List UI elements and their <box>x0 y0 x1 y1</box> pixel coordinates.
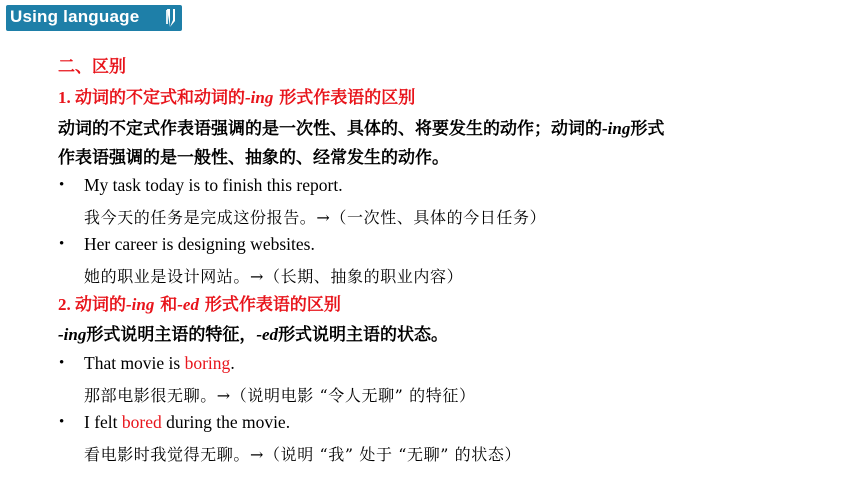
highlight-word: bored <box>121 412 162 432</box>
example-item <box>58 234 838 294</box>
example-item <box>58 412 838 472</box>
example-english <box>84 353 235 374</box>
subheading-2-number: 2. <box>58 295 71 314</box>
subheading-1-title-a: 动词的不定式和动词的 <box>75 88 245 108</box>
example-english-post: . <box>230 353 235 373</box>
desc1-part-b: -ing <box>602 119 631 138</box>
example-english: Her career is designing websites. <box>84 234 315 254</box>
desc1-part-a: 动词的不定式作表语强调的是一次性、具体的、将要发生的动作；动词的 <box>58 119 602 139</box>
example-chinese: 她的职业是设计网站。→（长期、抽象的职业内容） <box>84 267 464 286</box>
example-item <box>58 353 838 413</box>
subheading-1-title-b: -ing <box>245 88 274 107</box>
highlight-word: boring <box>184 353 231 373</box>
subheading-1-description-line-1 <box>58 118 664 140</box>
example-chinese: 我今天的任务是完成这份报告。→（一次性、具体的今日任务） <box>84 208 547 227</box>
bullet-dot: • <box>59 236 65 252</box>
subheading-1 <box>58 87 415 109</box>
section-header-badge <box>6 5 182 31</box>
subheading-2-title-b: -ing <box>126 295 155 314</box>
example-english-pre: I felt <box>84 412 122 432</box>
desc2-part-a: -ing <box>58 325 87 344</box>
example-chinese: 看电影时我觉得无聊。→（说明 “我” 处于 “无聊” 的状态） <box>84 445 522 464</box>
desc2-part-d: 形式说明主语的状态。 <box>278 325 449 345</box>
subheading-2 <box>58 294 341 316</box>
example-item <box>58 175 838 235</box>
example-english-pre: That movie is <box>84 353 185 373</box>
section-header-label: Using language <box>10 7 140 26</box>
pen-nib-icon <box>162 8 178 28</box>
subheading-1-description-line-2: 作表语强调的是一般性、抽象的、经常发生的动作。 <box>58 148 449 168</box>
subheading-2-title-e: 形式作表语的区别 <box>198 295 341 315</box>
desc1-part-c: 形式 <box>630 119 665 139</box>
subheading-2-title-d: -ed <box>177 295 199 314</box>
bullet-dot: • <box>59 355 65 371</box>
bullet-dot: • <box>59 414 65 430</box>
example-english-post: during the movie. <box>161 412 291 432</box>
subheading-2-title-c: 和 <box>154 295 178 315</box>
example-chinese: 那部电影很无聊。→（说明电影 “令人无聊” 的特征） <box>84 386 476 405</box>
desc2-part-c: -ed <box>256 325 279 344</box>
subheading-1-number: 1. <box>58 88 71 107</box>
subheading-2-title-a: 动词的 <box>75 295 126 315</box>
subheading-2-description <box>58 324 448 346</box>
section-title: 二、区别 <box>58 57 126 77</box>
desc2-part-b: 形式说明主语的特征， <box>86 325 257 345</box>
bullet-dot: • <box>59 177 65 193</box>
example-english <box>84 412 290 433</box>
subheading-1-title-c: 形式作表语的区别 <box>273 88 416 108</box>
example-english: My task today is to finish this report. <box>84 175 343 195</box>
